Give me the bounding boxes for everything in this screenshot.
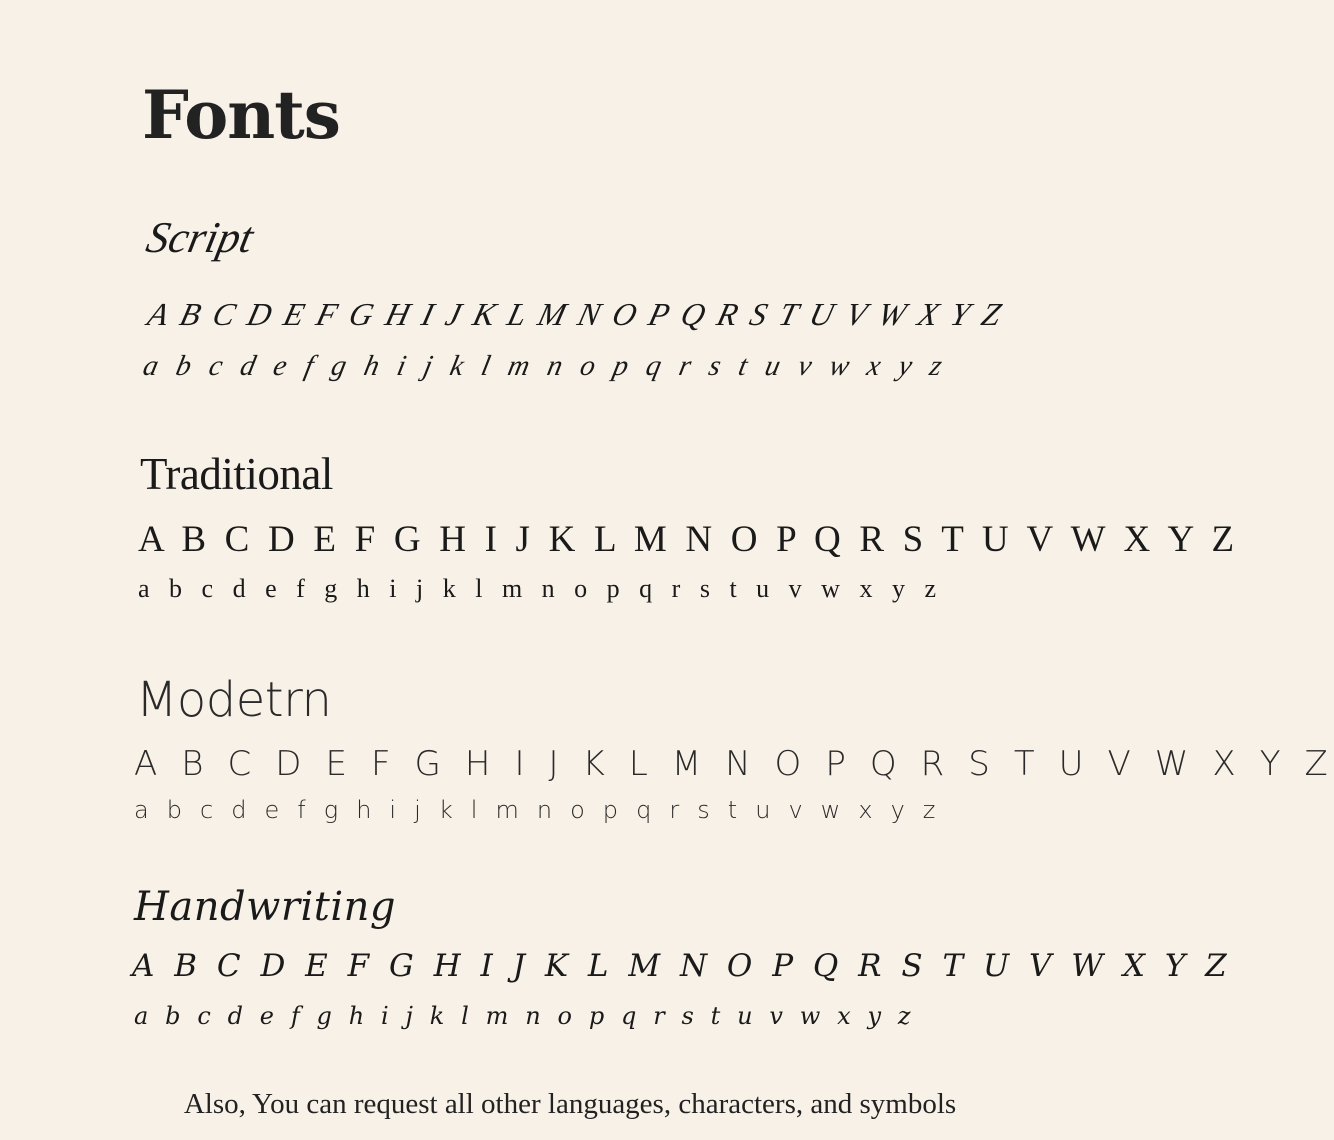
font-name-script: Script (142, 213, 258, 262)
handwriting-uppercase-sample: A B C D E F G H I J K L M N O P Q R S T U V W X Y Z (132, 948, 1232, 984)
page-title: Fonts (142, 76, 340, 154)
traditional-uppercase-sample: A B C D E F G H I J K L M N O P Q R S T U V W X Y Z (138, 519, 1239, 560)
modern-lowercase-sample: a b c d e f g h i j k l m n o p q r s t u v w x y z (134, 796, 941, 824)
modern-uppercase-sample: A B C D E F G H I J K L M N O P Q R S T U V W X Y Z (134, 744, 1334, 784)
font-name-handwriting: Handwriting (134, 884, 396, 930)
footnote: Also, You can request all other languages, characters, and symbols (183, 1088, 957, 1120)
script-lowercase-sample: a b c d e f g h i j k l m n o p q r s t u v w x y z (140, 350, 951, 382)
handwriting-lowercase-sample: a b c d e f g h i j k l m n o p q r s t u v w x y z (134, 1002, 916, 1030)
traditional-lowercase-sample: a b c d e f g h i j k l m n o p q r s t u v w x y z (138, 574, 943, 603)
font-name-modern: Modetrn (136, 672, 332, 728)
script-uppercase-sample: A B C D E F G H I J K L M N O P Q R S T U V W X Y Z (144, 296, 1008, 332)
font-name-traditional: Traditional (140, 449, 333, 499)
